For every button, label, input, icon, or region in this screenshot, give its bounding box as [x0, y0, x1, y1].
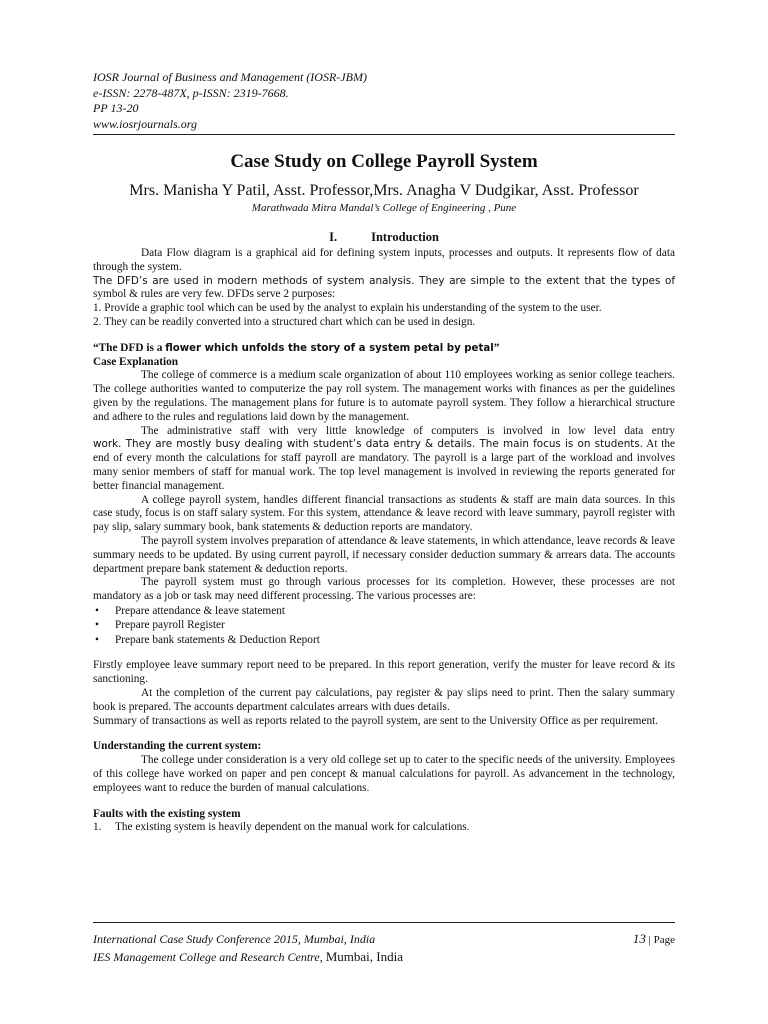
case-paragraph-5: The payroll system must go through various processes for its completion. However, these processes are not mandatory as a job or task may need different processing. The various processes are:	[93, 576, 675, 603]
case-paragraph-2c: At the end of every month the calculations for staff payroll are mandatory. The payroll is a large part of the workload and involves many senior members of staff for manual work. The top level management is involved in reviewing the reports generated for better financial management.	[93, 438, 675, 492]
footer-rule	[93, 922, 675, 923]
journal-issn: e-ISSN: 2278-487X, p-ISSN: 2319-7668.	[93, 85, 289, 100]
journal-header	[93, 70, 675, 132]
fault-item	[93, 821, 675, 835]
page-label: Page	[653, 934, 675, 946]
case-paragraph-8: Summary of transactions as well as reports related to the payroll system, are sent to the University Office as per requirement.	[93, 714, 659, 727]
fault-number: 1.	[93, 821, 102, 834]
process-list	[93, 604, 675, 648]
case-paragraph-2a: The administrative staff with very little knowledge of computers is involved in low level data entry	[141, 424, 675, 437]
page-body	[93, 70, 675, 835]
dfd-quote	[93, 342, 675, 356]
understanding-paragraph: The college under consideration is a very old college set up to cater to the specific needs of the university. Employees of this college have worked on paper and pen concept & manual calculations for payroll. As advancement in the technology, employees want to reduce the burden of manual calculations.	[93, 754, 675, 794]
page-indicator: 13 | Page	[632, 931, 675, 946]
journal-name: IOSR Journal of Business and Management (IOSR-JBM)	[93, 70, 367, 84]
intro-paragraph-2b: symbol & rules are very few. DFDs serve 2 purposes:	[93, 288, 336, 301]
intro-paragraph-1: Data Flow diagram is a graphical aid for defining system inputs, processes and outputs. It represents flow of data through the system.	[93, 247, 675, 273]
page-footer	[93, 922, 675, 966]
page-number: 13	[632, 931, 646, 946]
journal-pages: PP 13-20	[93, 101, 139, 115]
bullet-icon: •	[95, 604, 99, 617]
case-paragraph-2	[93, 438, 675, 493]
affiliation: Marathwada Mitra Mandal’s College of Engineering , Pune	[251, 202, 517, 214]
conference-name: International Case Study Conference 2015, Mumbai, India	[93, 932, 376, 946]
case-paragraph-2b: work. They are mostly busy dealing with student’s data entry & details. The main focus is on students.	[93, 438, 644, 451]
list-item: • Prepare attendance & leave statement	[95, 604, 285, 617]
case-paragraph-4: The payroll system involves preparation of attendance & leave statements, in which attendance, leave records & leave summary needs to be updated. By using current payroll, if necessary consider deduction summary & arrears data. The accounts department prepare bank statement & deduction reports.	[93, 534, 675, 575]
institution-name: IES Management College and Research Centre,	[93, 950, 326, 964]
understanding-heading: Understanding the current system:	[93, 740, 262, 753]
bullet-icon: •	[95, 619, 99, 632]
list-item: • Prepare bank statements & Deduction Report	[95, 633, 320, 646]
section-title: Introduction	[371, 230, 439, 244]
paper-authors: Mrs. Manisha Y Patil, Asst. Professor,Mrs. Anagha V Dudgikar, Asst. Professor	[129, 182, 639, 199]
intro-paragraph-2a: The DFD’s are used in modern methods of system analysis. They are simple to the extent that the types of	[93, 274, 675, 287]
paper-title: Case Study on College Payroll System	[230, 151, 538, 172]
bullet-icon: •	[95, 633, 99, 646]
case-paragraph-3: A college payroll system, handles different financial transactions as students & staff are main data sources. In this case study, focus is on staff salary system. For this system, attendance & leave record with leave summary, payroll register with pay slip, salary summary book, bank statements & deduction reports are mandatory.	[93, 493, 675, 534]
header-rule	[93, 134, 675, 135]
section-number: I.	[329, 230, 338, 244]
quote-open: “The DFD is a	[93, 341, 166, 354]
intro-paragraph-3: 1. Provide a graphic tool which can be used by the analyst to explain his understanding of the system to the user.	[93, 302, 602, 315]
journal-website: www.iosrjournals.org	[93, 116, 198, 131]
section-heading-introduction	[93, 230, 675, 245]
case-explanation-heading: Case Explanation	[93, 355, 179, 368]
list-item: • Prepare payroll Register	[95, 619, 225, 632]
case-paragraph-6: Firstly employee leave summary report need to be prepared. In this report generation, verify the muster for leave record & its sanctioning.	[93, 659, 675, 686]
case-paragraph-1: The college of commerce is a medium scale organization of about 110 employees working as senior college teachers. The college authorities wanted to computerize the pay roll system. The management works with finances as per the guidelines given by the regulations. The management plans for future is to automate payroll system. They follow a hierarchical structure and adhere to the rules and regulations laid down by the management.	[93, 369, 675, 423]
quote-text: flower which unfolds the story of a system petal by petal	[165, 342, 494, 354]
faults-heading: Faults with the existing system	[93, 807, 241, 820]
quote-close: ”	[493, 341, 500, 354]
institution-city: Mumbai, India	[325, 949, 403, 964]
fault-text: The existing system is heavily dependent on the manual work for calculations.	[115, 821, 470, 834]
intro-paragraph-4: 2. They can be readily converted into a structured chart which can be used in design.	[93, 315, 476, 328]
case-paragraph-7: At the completion of the current pay calculations, pay register & pay slips need to print. Then the salary summary book is prepared. The accounts department calculates arrears with dues details.	[93, 687, 675, 713]
